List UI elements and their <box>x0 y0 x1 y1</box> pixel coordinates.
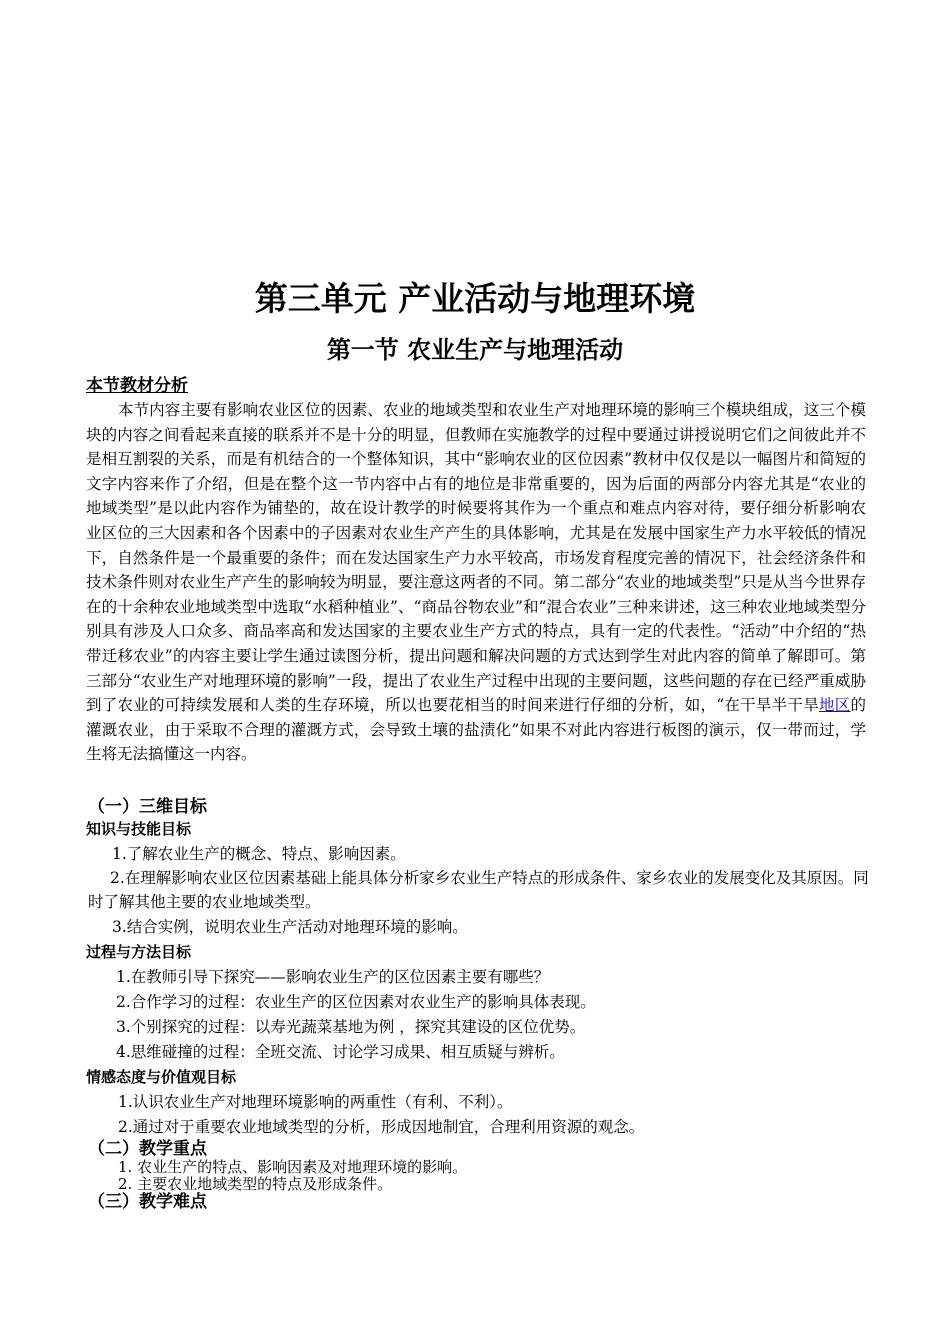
knowledge-heading: 知识与技能目标 <box>86 820 192 838</box>
knowledge-item-3: 3.结合实例，说明农业生产活动对地理环境的影响。 <box>112 918 468 936</box>
attitude-heading: 情感态度与价值观目标 <box>86 1068 237 1086</box>
attitude-item-1: 1.认识农业生产对地理环境影响的两重性（有利、不利）。 <box>118 1093 513 1111</box>
attitude-item-2: 2.通过对于重要农业地域类型的分析，形成因地制宜，合理利用资源的观念。 <box>118 1118 645 1136</box>
analysis-text-part2: 的灌溉农业，由于采取不合理的灌溉方式，会导致土壤的盐渍化”如果不对此内容进行板图的演示，仅一带而过，学生将无法搞懂这一内容。 <box>86 696 866 764</box>
unit-title: 第三单元 产业活动与地理环境 <box>254 279 696 318</box>
analysis-paragraph <box>86 398 866 767</box>
knowledge-item-2: 2.在理解影响农业区位因素基础上能具体分析家乡农业生产特点的形成条件、家乡农业的发展变化及其原因。同时了解其他主要的农业地域类型。 <box>88 869 869 911</box>
knowledge-item-1: 1.了解农业生产的概念、特点、影响因素。 <box>112 845 406 863</box>
analysis-text-part1: 本节内容主要有影响农业区位的因素、农业的地域类型和农业生产对地理环境的影响三个模块组成，这三个模块的内容之间看起来直接的联系并不是十分的明显，但教师在实施教学的过程中要通过讲授说明它们之间彼此并不是相互割裂的关系，而是有机结合的一个整体知识，其中“影响农业的区位因素”教材中仅仅是以一幅图片和简短的文字内容来作了介绍，但是在整个这一节内容中占有的地位是非常重要的，因为后面的两部分内容尤其是“农业的地域类型”是以此内容作为铺垫的，故在设计教学的时候要将其作为一个重点和难点内容对待，要仔细分析影响农业区位的三大因素和各个因素中的子因素对农业生产产生的具体影响，尤其是在发展中国家生产力水平较低的情况下，自然条件是一个最重要的条件；而在发达国家生产力水平较高，市场发育程度完善的情况下，社会经济条件和技术条件则对农业生产产生的影响较为明显，要注意这两者的不同。第二部分“农业的地域类型”只是从当今世界存在的十余种农业地域类型中选取“水稻种植业”、“商品谷物农业”和“混合农业”三种来讲述，这三种农业地域类型分别具有涉及人口众多、商品率高和发达国家的主要农业生产方式的特点，具有一定的代表性。“活动”中介绍的“热带迁移农业”的内容主要让学生通过读图分析，提出问题和解决问题的方式达到学生对此内容的简单了解即可。第三部分“农业生产对地理环境的影响”一段，提出了农业生产过程中出现的主要问题，这些问题的存在已经严重威胁到了农业的可持续发展和人类的生存环境，所以也要花相当的时间来进行仔细的分析，如，“在干旱半干旱 <box>86 401 866 715</box>
key-points-heading: （二）教学重点 <box>88 1139 207 1159</box>
region-link[interactable]: 地区 <box>818 696 851 715</box>
process-item-2: 2.合作学习的过程：农业生产的区位因素对农业生产的影响具体表现。 <box>116 993 596 1011</box>
process-item-4: 4.思维碰撞的过程：全班交流、讨论学习成果、相互质疑与辨析。 <box>116 1043 565 1061</box>
key-point-1: 1. 农业生产的特点、影响因素及对地理环境的影响。 <box>118 1158 468 1176</box>
analysis-heading: 本节教材分析 <box>86 376 188 396</box>
section-title: 第一节 农业生产与地理活动 <box>326 336 624 364</box>
process-item-1: 1.在教师引导下探究——影响农业生产的区位因素主要有哪些？ <box>116 968 550 986</box>
process-item-3: 3.个别探究的过程：以寿光蔬菜基地为例 ，探究其建设的区位优势。 <box>116 1018 586 1036</box>
objectives-heading: （一）三维目标 <box>88 797 207 817</box>
difficulties-heading: （三）教学难点 <box>88 1192 207 1212</box>
process-heading: 过程与方法目标 <box>86 943 192 961</box>
key-point-2: 2. 主要农业地域类型的特点及形成条件。 <box>118 1175 393 1193</box>
